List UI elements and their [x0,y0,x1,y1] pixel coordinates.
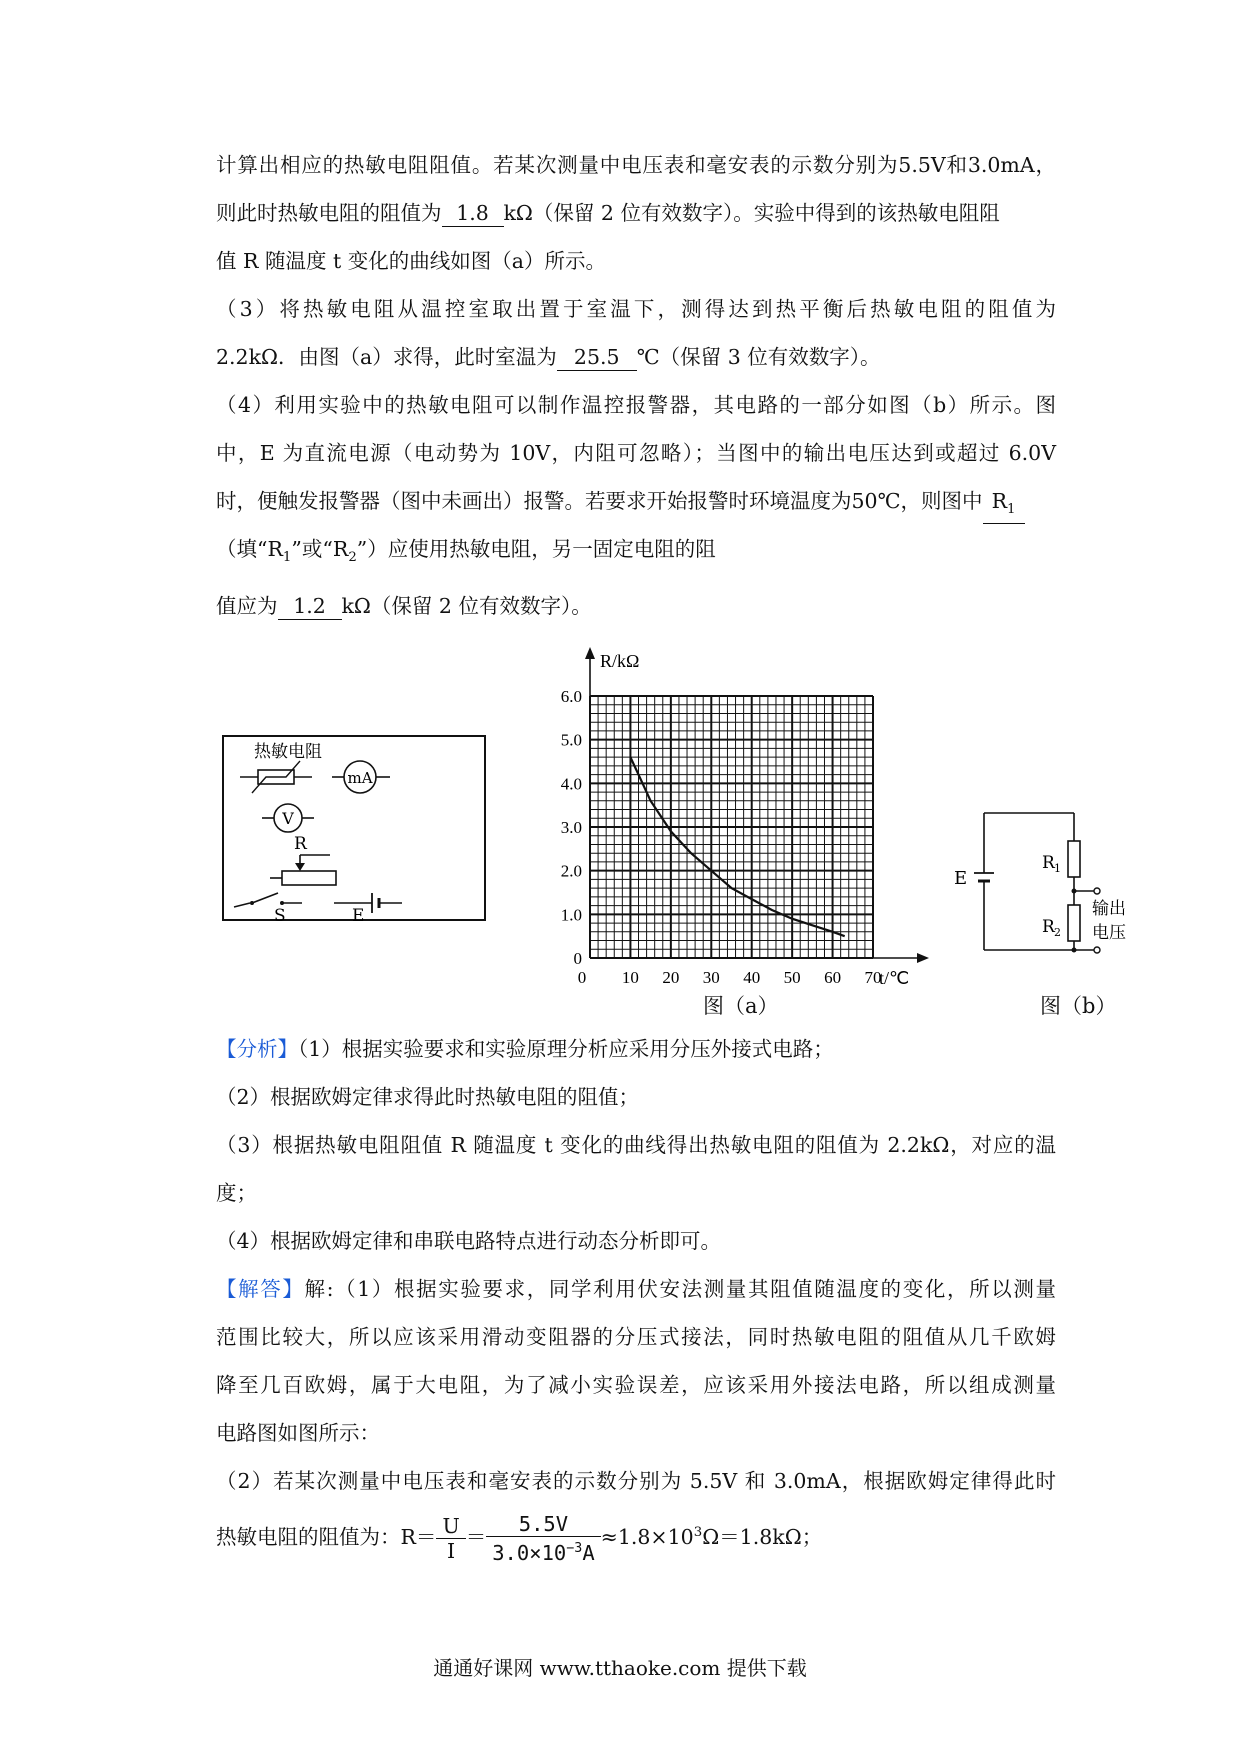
analysis-section [216,1025,1056,1265]
svg-text:mA: mA [347,769,373,787]
text-line: 则此时热敏电阻的阻值为 1.8 kΩ（保留 2 位有效数字）。实验中得到的该热敏电阻阻 [216,201,1000,225]
caption-figure-b: 图（b） [1040,994,1117,1018]
x-tick-label: 40 [743,968,761,987]
caption-figure-a: 图（a） [703,994,779,1018]
answer-blank: $R_1$ [983,488,1025,524]
r2-resistor-symbol [1068,905,1080,941]
x-tick-label: 30 [702,968,720,987]
text-line: 计算出相应的热敏电阻阻值。若某次测量中电压表和毫安表的示数分别为5.5V和3.0mA， [216,153,1056,177]
svg-text:S: S [274,906,286,925]
answer-blank: 1.2 [278,593,342,620]
page-footer: 通通好课网 www.tthaoke.com 提供下载 [433,1656,807,1680]
y-axis-arrow [585,647,595,659]
text-line: （填“$R_1$”或“$R_2$”）应使用热敏电阻，另一固定电阻的阻 [216,537,716,566]
x-axis-label: t/℃ [879,968,910,987]
y-axis-label: R/kΩ [600,651,640,671]
y-tick-label: 0 [573,949,582,968]
svg-text:1: 1 [1054,862,1061,875]
text-line: 度； [216,1181,257,1205]
svg-text:2: 2 [1054,926,1061,939]
x-tick-label: 0 [577,968,587,987]
x-tick-label: 50 [783,968,801,987]
fraction-ui: $\frac{U}{I}$ [436,1514,465,1563]
text-line: （3）根据热敏电阻阻值 R 随温度 t 变化的曲线得出热敏电阻的阻值为 2.2kΩ，对应的温 [216,1133,1056,1157]
text-line: 时，便触发报警器（图中未画出）报警。若要求开始报警时环境温度为50℃，则图中 $R_1$ [216,477,1056,525]
y-tick-label: 6.0 [560,687,582,706]
x-tick-label: 70 [864,968,882,987]
text-line: 值应为 1.2 kΩ（保留 2 位有效数字）。 [216,594,592,619]
text-line: （2）根据欧姆定律求得此时热敏电阻的阻值； [216,1085,640,1109]
y-tick-label: 1.0 [560,905,582,925]
resistance-temperature-chart [520,645,950,987]
alarm-circuit-diagram [950,805,1140,965]
x-tick-label: 60 [824,968,842,987]
text-line: 中，E 为直流电源（电动势为 10V，内阻可忽略）；当图中的输出电压达到或超过 6.0V [216,441,1056,465]
x-tick-label: 10 [621,968,639,987]
measurement-circuit-diagram [222,735,488,925]
x-tick-label: 20 [662,968,680,987]
text-line: 电路图如图所示： [216,1421,380,1445]
svg-text:R: R [1042,853,1055,873]
y-tick-label: 3.0 [560,818,582,837]
svg-text:E: E [954,868,968,889]
svg-text:输出: 输出 [1092,899,1126,919]
text-line: 值 R 随温度 t 变化的曲线如图（a）所示。 [216,249,606,273]
text-line: 降至几百欧姆，属于大电阻，为了减小实验误差，应该采用外接法电路，所以组成测量 [216,1373,1056,1397]
paragraph-measurement [216,141,1056,285]
text-line: 【分析】（1）根据实验要求和实验原理分析应采用分压外接式电路； [216,1037,834,1061]
fraction-value: $\frac{5.5V}{3.0\times 10^{-3}A}$ [486,1512,600,1565]
answer-tag: 【解答】 [216,1277,305,1301]
answer-blank: 1.8 [442,200,504,227]
switch-symbol [252,893,278,903]
y-tick-label: 2.0 [560,861,582,881]
text-line: （4）根据欧姆定律和串联电路特点进行动态分析即可。 [216,1229,722,1253]
text-line: （4）利用实验中的热敏电阻可以制作温控报警器，其电路的一部分如图（b）所示。图 [216,393,1056,417]
svg-text:R: R [294,834,307,854]
analysis-tag: 【分析】 [216,1037,298,1061]
r1-resistor-symbol [1068,841,1080,877]
text-line: 范围比较大，所以应该采用滑动变阻器的分压式接法，同时热敏电阻的阻值从几千欧姆 [216,1325,1056,1349]
answer-blank: 25.5 [557,344,637,371]
answer-section [216,1265,1056,1565]
paragraph-alarm [216,381,1056,630]
text-line: 2.2kΩ．由图（a）求得，此时室温为 25.5 ℃（保留 3 位有效数字）。 [216,345,881,369]
circuit-title: 热敏电阻 [254,742,322,762]
formula-line: 热敏电阻的阻值为：R＝ $\frac{U}{I}$ ＝ $\frac{5.5V}{3.0\times 10^{-3}A}$ $\approx 1.8\times 10^3\Omega=1.8k\Omega$； [216,1511,823,1565]
svg-text:E: E [352,906,365,925]
svg-text:V: V [282,809,294,828]
text-line: （3）将热敏电阻从温控室取出置于室温下，测得达到热平衡后热敏电阻的阻值为 [216,297,1056,321]
svg-text:电压: 电压 [1092,923,1126,943]
text-line: （2）若某次测量中电压表和毫安表的示数分别为 5.5V 和 3.0mA，根据欧姆定律得此时 [216,1469,1056,1493]
paragraph-room-temperature [216,285,1056,381]
rheostat-symbol [282,871,336,885]
y-tick-label: 4.0 [560,774,582,794]
text-line: 【解答】解:（1）根据实验要求，同学利用伏安法测量其阻值随温度的变化，所以测量 [216,1277,1057,1301]
x-axis-arrow [917,953,929,963]
y-tick-label: 5.0 [560,730,582,750]
svg-text:R: R [1042,917,1055,937]
